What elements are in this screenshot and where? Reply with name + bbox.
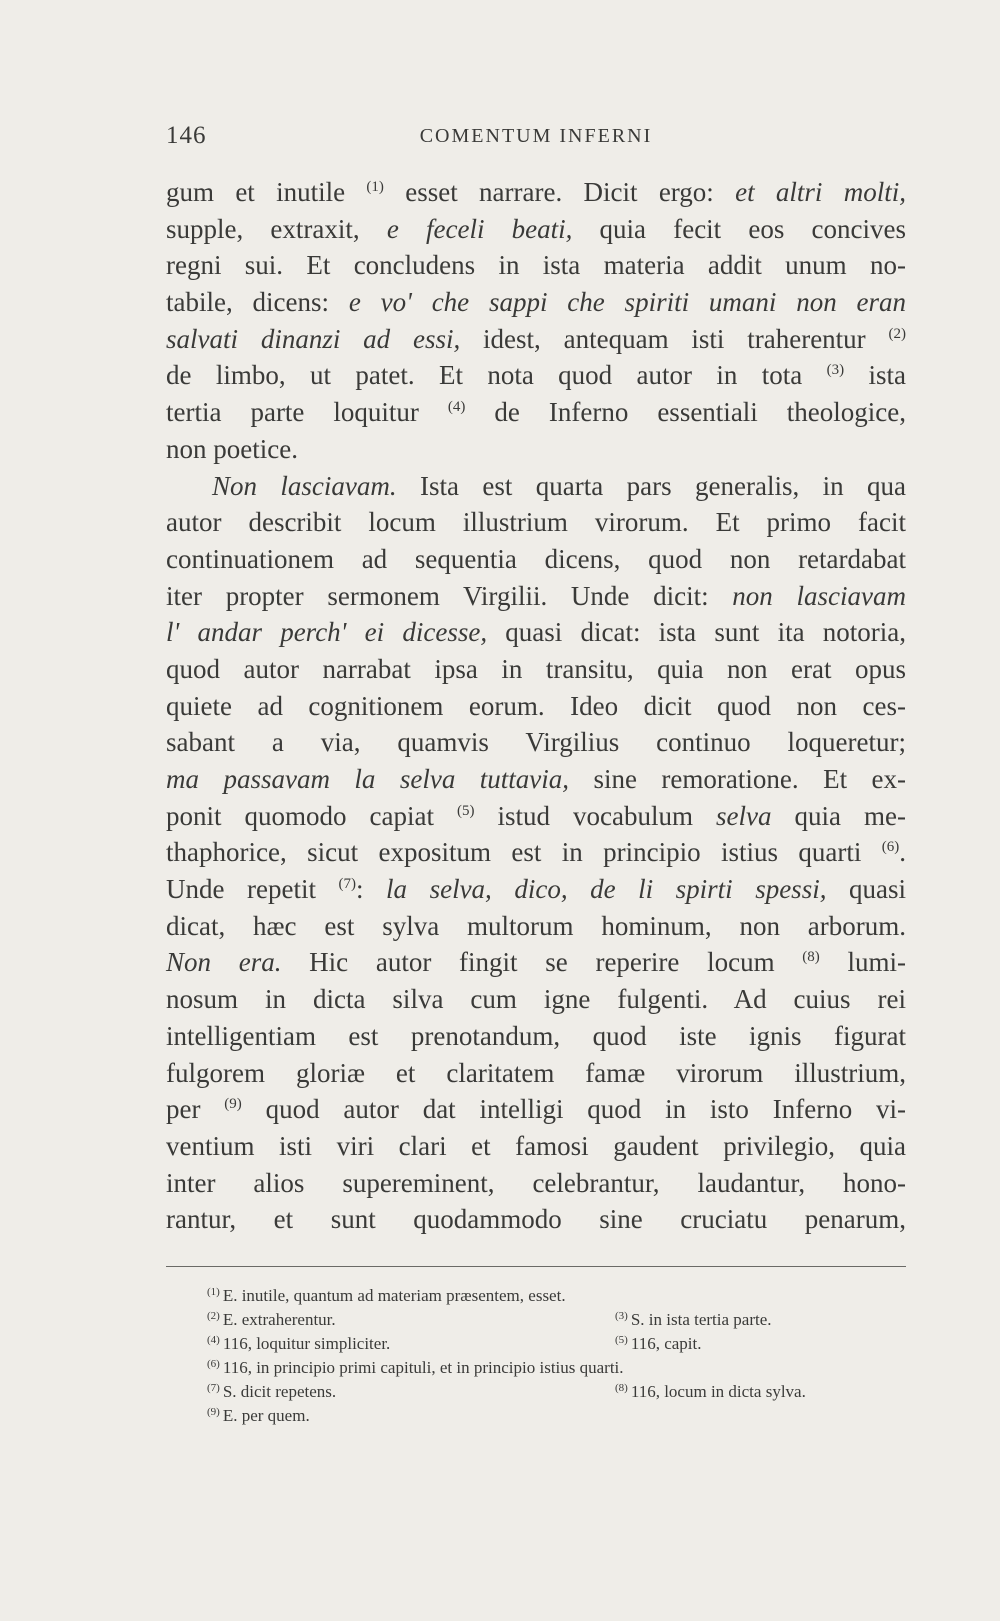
text-segment: supple, extraxit, bbox=[166, 213, 387, 244]
text-segment: ponit quomodo capiat bbox=[166, 800, 457, 831]
text-segment: quasi bbox=[826, 874, 906, 905]
text-segment: rantur, et sunt quodammodo sine cruciatu penarum, bbox=[166, 1204, 906, 1235]
text-line bbox=[166, 908, 906, 945]
footnote-ref: (8) bbox=[802, 949, 820, 966]
text-segment: nosum in dicta silva cum igne fulgenti. Ad cuius rei bbox=[166, 984, 906, 1015]
text-segment: quia fecit eos concives bbox=[572, 213, 906, 244]
footnote-ref: (3) bbox=[826, 362, 845, 379]
text-line bbox=[166, 247, 906, 284]
text-segment: dicat, hæc est sylva multorum hominum, non arborum. bbox=[166, 910, 906, 941]
footnote-text: S. in ista tertia parte. bbox=[630, 1310, 772, 1329]
running-head: COMENTUM INFERNI bbox=[419, 125, 653, 147]
footnote-mark: (9) bbox=[207, 1406, 220, 1418]
italic-quote: e vo' che sappi che spiriti umani non eran bbox=[348, 287, 907, 318]
text-line bbox=[166, 1201, 906, 1238]
text-segment: sine remoratione. Et ex- bbox=[569, 764, 906, 794]
text-segment: de Inferno essentiali theologice, bbox=[465, 397, 906, 428]
text-line bbox=[166, 944, 906, 981]
footnote-mark: (5) bbox=[615, 1334, 628, 1346]
text-segment: inter alios supereminent, celebrantur, laudantur, hono- bbox=[166, 1167, 906, 1198]
footnote-mark: (1) bbox=[207, 1286, 220, 1298]
text-segment: sabant a via, quamvis Virgilius continuo loqueretur; bbox=[166, 727, 906, 758]
text-line bbox=[166, 1018, 906, 1055]
text-segment: Hic autor fingit se reperire locum bbox=[281, 947, 803, 978]
footnote-row bbox=[207, 1328, 897, 1352]
footnotes bbox=[207, 1280, 897, 1424]
text-segment: iter propter sermonem Virgilii. Unde dicit: bbox=[166, 580, 733, 611]
footnote-mark: (8) bbox=[615, 1382, 628, 1394]
text-segment: . bbox=[899, 837, 906, 868]
text-line bbox=[166, 798, 906, 835]
text-line bbox=[166, 688, 906, 725]
footnote-ref: (7) bbox=[338, 876, 357, 893]
text-segment: continuationem ad sequentia dicens, quod non retardabat bbox=[166, 543, 906, 574]
text-segment: tabile, dicens: bbox=[166, 287, 349, 318]
text-line bbox=[166, 394, 906, 431]
text-segment: idest, antequam isti traherentur bbox=[460, 323, 889, 354]
text-segment: thaphorice, sicut expositum est in principio istius quarti bbox=[166, 837, 882, 868]
footnote-ref: (5) bbox=[457, 802, 475, 819]
footnote-mark: (7) bbox=[207, 1382, 220, 1394]
text-segment: ventium isti viri clari et famosi gaudent privilegio, quia bbox=[166, 1130, 906, 1161]
text-line bbox=[166, 357, 906, 394]
italic-quote: selva bbox=[716, 800, 772, 831]
text-line bbox=[166, 541, 906, 578]
main-text bbox=[166, 174, 906, 1238]
text-line bbox=[166, 1055, 906, 1092]
italic-quote: l' andar perch' ei dicesse, bbox=[166, 617, 488, 648]
footnote-text: S. dicit repetens. bbox=[222, 1382, 337, 1401]
footnote-row bbox=[207, 1400, 897, 1424]
text-segment: regni sui. Et concludens in ista materia addit unum no- bbox=[166, 250, 906, 281]
footnote-text: E. per quem. bbox=[222, 1406, 310, 1425]
footnote-text: 116, capit. bbox=[630, 1334, 702, 1353]
text-segment: : bbox=[356, 874, 387, 905]
text-segment: istud vocabulum bbox=[474, 800, 717, 831]
text-segment: quiete ad cognitionem eorum. Ideo dicit quod non ces- bbox=[166, 690, 906, 721]
footnote-ref: (1) bbox=[366, 179, 384, 195]
text-segment: Ista est quarta pars generalis, in qua bbox=[396, 470, 906, 501]
footnote-row bbox=[207, 1352, 897, 1376]
text-line bbox=[166, 504, 906, 541]
text-segment: Unde repetit bbox=[166, 874, 339, 905]
page-header bbox=[166, 122, 906, 158]
italic-quote: la selva, dico, de li spirti spessi, bbox=[386, 874, 827, 905]
italic-quote: Non era. bbox=[166, 947, 282, 978]
text-segment: ista bbox=[844, 360, 907, 391]
footnote-mark: (2) bbox=[207, 1310, 220, 1322]
footnote-ref: (9) bbox=[224, 1096, 242, 1113]
text-segment: quasi dicat: ista sunt ita notoria, bbox=[487, 617, 907, 648]
text-segment: tertia parte loquitur bbox=[166, 397, 448, 428]
page-number: 146 bbox=[166, 122, 207, 149]
text-line bbox=[166, 614, 906, 651]
italic-quote: ma passavam la selva tuttavia, bbox=[166, 764, 570, 794]
text-line bbox=[166, 724, 906, 761]
footnote-text: 116, loquitur simpliciter. bbox=[222, 1334, 391, 1353]
text-segment: intelligentiam est prenotandum, quod iste ignis figurat bbox=[166, 1020, 906, 1051]
footnote-row bbox=[207, 1280, 897, 1304]
footnote-rule bbox=[166, 1266, 906, 1267]
text-line bbox=[166, 321, 906, 358]
italic-quote: e feceli beati, bbox=[386, 213, 573, 244]
text-line bbox=[166, 834, 906, 871]
footnote-ref: (2) bbox=[888, 325, 906, 342]
footnote-text: 116, locum in dicta sylva. bbox=[630, 1382, 806, 1401]
footnote-row bbox=[207, 1376, 897, 1400]
text-line bbox=[166, 651, 906, 688]
footnote-ref: (4) bbox=[447, 399, 466, 416]
text-line bbox=[166, 981, 906, 1018]
text-line bbox=[166, 174, 906, 211]
text-segment: quod autor narrabat ipsa in transitu, quia non erat opus bbox=[166, 653, 906, 684]
text-segment: quod autor dat intelligi quod in isto Inferno vi- bbox=[241, 1094, 906, 1125]
italic-quote: non lasciavam bbox=[732, 580, 906, 611]
text-segment: esset narrare. Dicit ergo: bbox=[383, 177, 736, 207]
text-segment: de limbo, ut patet. Et nota quod autor in tota bbox=[166, 360, 827, 391]
text-line bbox=[166, 1091, 906, 1128]
text-line bbox=[166, 284, 906, 321]
footnote-ref: (6) bbox=[881, 839, 900, 856]
footnote-mark: (6) bbox=[207, 1358, 220, 1370]
text-line bbox=[166, 1165, 906, 1202]
text-line bbox=[166, 431, 906, 468]
text-segment: gum et inutile bbox=[166, 177, 367, 207]
text-line bbox=[166, 468, 906, 505]
text-segment: non poetice. bbox=[166, 433, 298, 464]
text-segment: autor describit locum illustrium virorum. Et primo facit bbox=[166, 507, 906, 538]
footnote-row bbox=[207, 1304, 897, 1328]
text-line bbox=[166, 211, 906, 248]
text-segment: quia me- bbox=[771, 800, 907, 831]
footnote-text: E. inutile, quantum ad materiam præsentem, esset. bbox=[222, 1286, 566, 1305]
italic-quote: Non lasciavam. bbox=[212, 470, 397, 501]
footnote bbox=[207, 1400, 310, 1428]
footnote-text: 116, in principio primi capituli, et in principio istius quarti. bbox=[222, 1358, 624, 1377]
text-line bbox=[166, 1128, 906, 1165]
text-segment: lumi- bbox=[819, 947, 907, 978]
text-segment: fulgorem gloriæ et claritatem famæ virorum illustrium, bbox=[166, 1057, 906, 1088]
footnote-mark: (3) bbox=[615, 1310, 628, 1322]
italic-quote: et altri molti, bbox=[735, 177, 906, 207]
italic-quote: salvati dinanzi ad essi, bbox=[166, 323, 461, 354]
text-line bbox=[166, 761, 906, 798]
text-line bbox=[166, 578, 906, 615]
text-segment: per bbox=[166, 1094, 225, 1125]
text-line bbox=[166, 871, 906, 908]
footnote-text: E. extraherentur. bbox=[222, 1310, 336, 1329]
footnote-mark: (4) bbox=[207, 1334, 220, 1346]
